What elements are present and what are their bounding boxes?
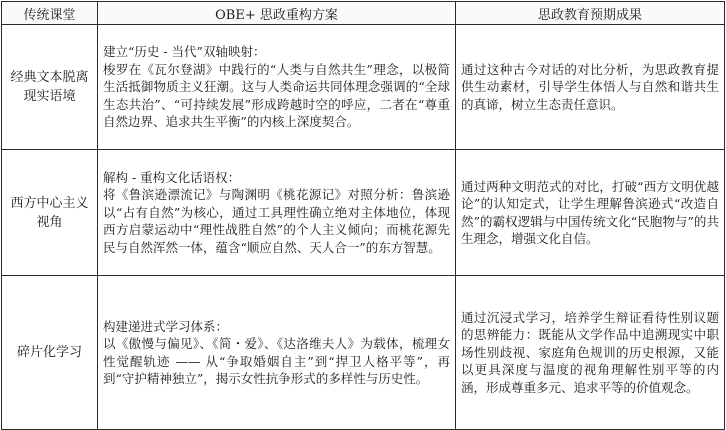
row-outcome: 通过沉浸式学习，培养学生辩证看待性别议题的思辨能力：既能从文学作品中追溯现实中职场性别歧视、家庭角色规训的历史根源，又能以更具深度与温度的视角理解性别平等的内涵，形成尊重多元、追求平等的价值观念。 [456, 276, 725, 430]
table-header-row [2, 2, 725, 25]
row-plan [98, 25, 456, 150]
comparison-table [1, 1, 725, 430]
plan-body: 将《鲁滨逊漂流记》与陶渊明《桃花源记》对照分析：鲁滨逊以“占有自然”为核心，通过工具理性确立绝对主体地位，体现西方启蒙运动中“理性战胜自然”的个人主义倾向；而桃花源先民与自然浑然一体，蕴含“顺应自然、天人合一”的东方智慧。 [103, 187, 450, 255]
row-outcome: 通过这种古今对话的对比分析，为思政教育提供生动素材，引导学生体悟人与自然和谐共生的真谛，树立生态责任意识。 [456, 25, 725, 150]
plan-title: 构建递进式学习体系： [103, 318, 229, 334]
row-category: 经典文本脱离现实语境 [2, 25, 98, 150]
header-expected-outcome: 思政教育预期成果 [456, 2, 725, 25]
plan-title: 建立“历史 - 当代”双轴映射： [103, 44, 266, 60]
table-row [2, 276, 725, 430]
plan-body: 以《傲慢与偏见》、《简・爱》、《达洛维夫人》为载体，梳理女性觉醒轨迹 —— 从“争取婚姻自主”到“捍卫人格平等”，再到“守护精神独立”，揭示女性抗争形式的多样性与历史性。 [103, 336, 450, 386]
plan-title: 解构 - 重构文化话语权： [103, 169, 241, 185]
table-row [2, 150, 725, 276]
row-category: 碎片化学习 [2, 276, 98, 430]
row-plan [98, 150, 456, 276]
header-traditional-classroom: 传统课堂 [2, 2, 98, 25]
row-outcome: 通过两种文明范式的对比，打破“西方文明优越论”的认知定式，让学生理解鲁滨逊式“改造自然”的霸权逻辑与中国传统文化“民胞物与”的共生理念，增强文化自信。 [456, 150, 725, 276]
header-obe-plan: OBE+ 思政重构方案 [98, 2, 456, 25]
row-category: 西方中心主义视角 [2, 150, 98, 276]
plan-body: 梭罗在《瓦尔登湖》中践行的“人类与自然共生”理念，以极简生活抵御物质主义狂潮。这与人类命运共同体理念强调的“全球生态共治”、“可持续发展”形成跨越时空的呼应，二者在“尊重自然边界、追求共生平衡”的内核上深度契合。 [103, 61, 450, 130]
row-plan [98, 276, 456, 430]
table-row [2, 25, 725, 150]
